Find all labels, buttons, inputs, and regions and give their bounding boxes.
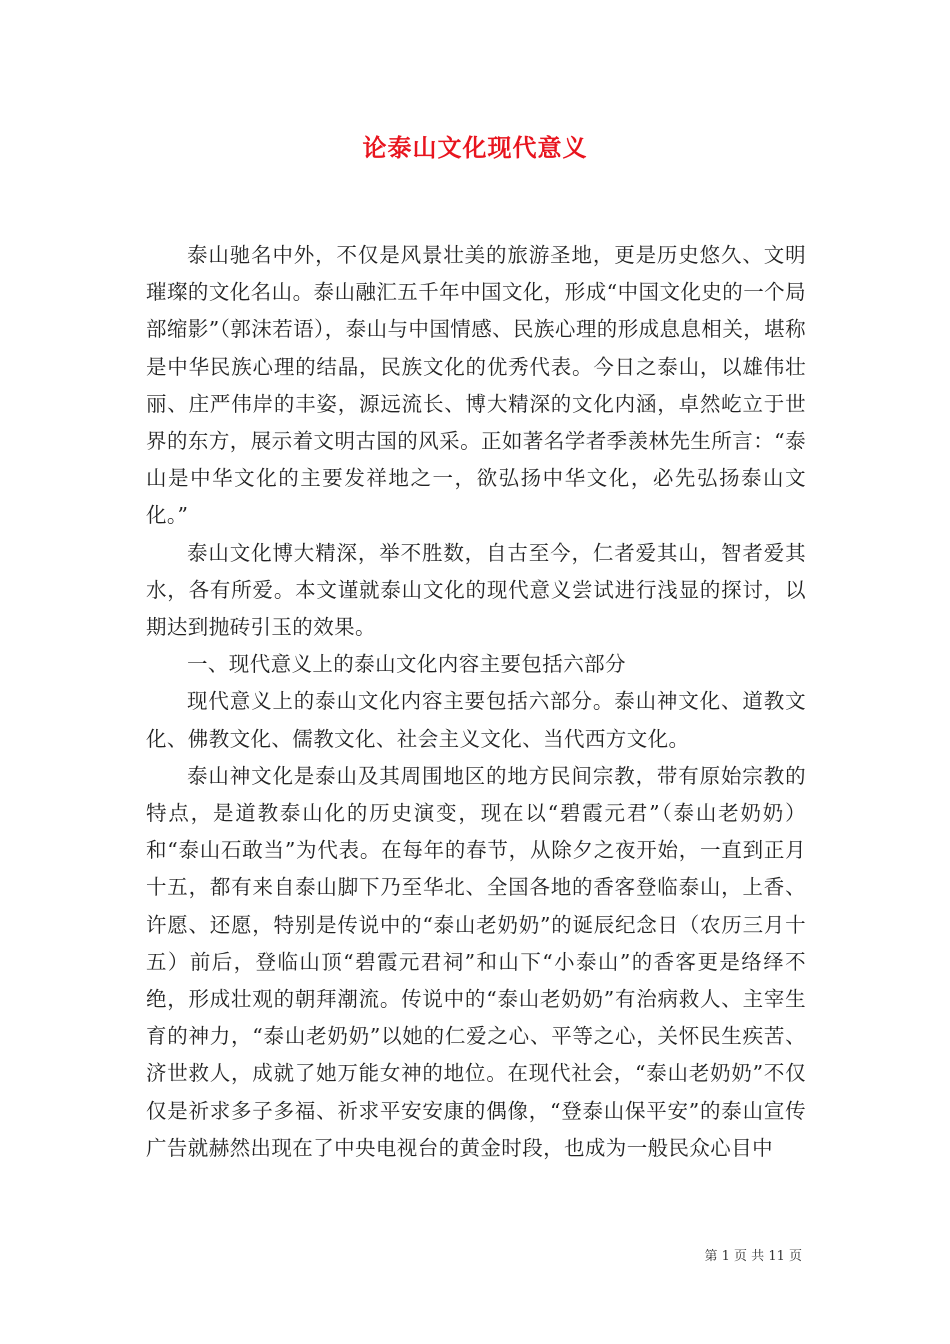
document-body (146, 237, 806, 1167)
paragraph-six-parts: 现代意义上的泰山文化内容主要包括六部分。泰山神文化、道教文化、佛教文化、儒教文化、社会主义文化、当代西方文化。 (146, 689, 806, 751)
paragraph-scope: 泰山文化博大精深，举不胜数，自古至今，仁者爱其山，智者爱其水，各有所爱。本文谨就泰山文化的现代意义尝试进行浅显的探讨，以期达到抛砖引玉的效果。 (146, 540, 806, 640)
paragraph-taishan-god-culture: 泰山神文化是泰山及其周围地区的地方民间宗教，带有原始宗教的特点，是道教泰山化的历史演变，现在以“碧霞元君”（泰山老奶奶）和“泰山石敢当”为代表。在每年的春节，从除夕之夜开始，一直到正月十五，都有来自泰山脚下乃至华北、全国各地的香客登临泰山，上香、许愿、还愿，特别是传说中的“泰山老奶奶”的诞辰纪念日（农历三月十五）前后，登临山顶“碧霞元君祠”和山下“小泰山”的香客更是络绎不绝，形成壮观的朝拜潮流。传说中的“泰山老奶奶”有治病救人、主宰生育的神力，“泰山老奶奶”以她的仁爱之心、平等之心，关怀民生疾苦、济世救人，成就了她万能女神的地位。在现代社会，“泰山老奶奶”不仅仅是祈求多子多福、祈求平安安康的偶像，“登泰山保平安”的泰山宣传广告就赫然出现在了中央电视台的黄金时段，也成为一般民众心目中 (146, 763, 806, 1160)
page-number: 第 1 页 共 11 页 (704, 1249, 802, 1264)
paragraph-intro: 泰山驰名中外，不仅是风景壮美的旅游圣地，更是历史悠久、文明璀璨的文化名山。泰山融汇五千年中国文化，形成“中国文化史的一个局部缩影”（郭沫若语），泰山与中国情感、民族心理的形成息息相关，堪称是中华民族心理的结晶，民族文化的优秀代表。今日之泰山，以雄伟壮丽、庄严伟岸的丰姿，源远流长、博大精深的文化内涵，卓然屹立于世界的东方，展示着文明古国的风采。正如著名学者季羡林先生所言：“泰山是中华文化的主要发祥地之一，欲弘扬中华文化，必先弘扬泰山文化。” (146, 243, 806, 528)
section-heading-one: 一、现代意义上的泰山文化内容主要包括六部分 (187, 652, 626, 677)
document-title: 论泰山文化现代意义 (362, 133, 588, 162)
